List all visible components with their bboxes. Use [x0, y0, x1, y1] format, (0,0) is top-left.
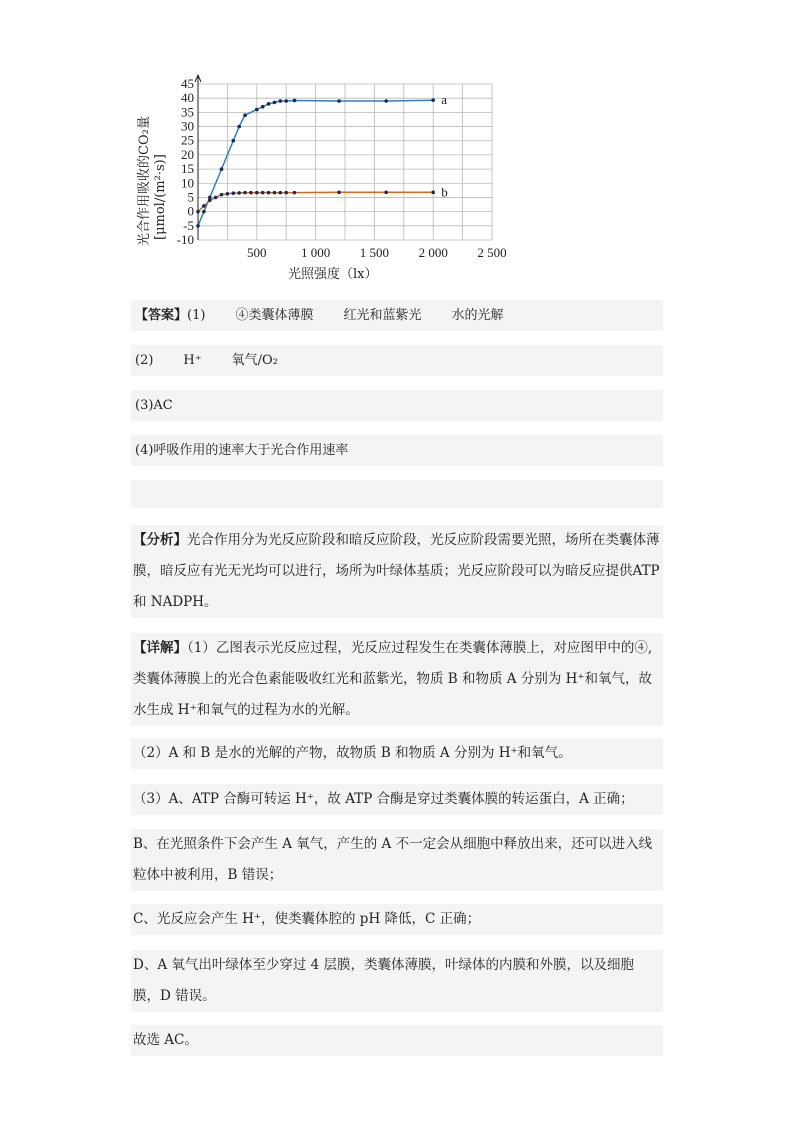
y-tick-label: 15 — [181, 161, 194, 177]
detail-paragraph-2 — [131, 738, 663, 769]
chart-svg — [128, 70, 528, 290]
data-point-b — [208, 198, 212, 202]
analysis-label: 【分析】 — [133, 532, 187, 548]
x-tick-label: 2 000 — [418, 245, 448, 260]
detail-label: 【详解】 — [133, 640, 187, 656]
x-tick-label: 1 000 — [300, 245, 331, 260]
answer-section — [131, 300, 663, 508]
x-axis-title: 光照强度（lx） — [288, 267, 378, 282]
data-point-a — [261, 105, 265, 109]
y-tick-label: -5 — [183, 217, 194, 233]
detail-p5: C、光反应会产生 H⁺，使类囊体腔的 pH 降低，C 正确； — [133, 911, 481, 927]
data-point-a — [384, 99, 388, 103]
answer-label: 【答案】 — [135, 308, 188, 323]
detail-p7: 故选 AC。 — [133, 1032, 198, 1048]
detail-paragraph-3 — [131, 784, 663, 815]
data-point-a — [267, 102, 271, 106]
detail-p1: （1）乙图表示光反应过程，光反应过程发生在类囊体薄膜上，对应图甲中的④,类囊体薄膜上的光合色素能吸收红光和蓝紫光，物质 B 和物质 A 分别为 H⁺和氧气，故水生成 H⁺和氧气的过程为水的光解。 — [133, 640, 653, 718]
data-point-b — [226, 192, 230, 196]
data-point-a — [255, 108, 259, 112]
y-tick-label: 20 — [181, 146, 194, 162]
answer-q4: (4)呼吸作用的速率大于光合作用速率 — [135, 443, 349, 458]
answer-q1-b: 红光和蓝紫光 — [343, 308, 422, 323]
y-tick-label: 0 — [187, 203, 194, 219]
answer-q2-b: 氧气/O₂ — [231, 353, 278, 368]
data-point-a — [202, 210, 206, 214]
x-tick-label: 500 — [247, 245, 267, 260]
data-point-b — [431, 191, 435, 195]
x-tick-label: 1 500 — [359, 245, 390, 260]
answer-q1-c: 水的光解 — [451, 308, 504, 323]
data-point-a — [220, 167, 224, 171]
y-tick-label: 5 — [187, 189, 194, 205]
y-tick-label: 25 — [181, 132, 194, 148]
detail-p6: D、A 氧气出叶绿体至少穿过 4 层膜，类囊体薄膜，叶绿体的内膜和外膜，以及细胞膜，D 错误。 — [133, 957, 635, 1004]
answer-row-2 — [131, 345, 663, 376]
series-label-a: a — [441, 92, 447, 108]
light-intensity-chart — [128, 70, 528, 290]
detail-p2: （2）A 和 B 是水的光解的产物，故物质 B 和物质 A 分别为 H⁺和氧气。 — [133, 745, 572, 761]
data-point-a — [237, 125, 241, 129]
answer-row-4 — [131, 435, 663, 466]
answer-q2-number: (2) — [135, 353, 154, 368]
data-point-b — [214, 196, 218, 200]
analysis-text: 光合作用分为光反应阶段和暗反应阶段，光反应阶段需要光照，场所在类囊体薄膜，暗反应有光无光均可以进行，场所为叶绿体基质；光反应阶段可以为暗反应提供ATP 和 NADPH。 — [133, 532, 660, 610]
y-axis-title-line2: [μmol/(m²·s)] — [153, 154, 168, 240]
answer-row-3 — [131, 390, 663, 421]
data-point-b — [337, 191, 341, 195]
data-point-b — [243, 191, 247, 195]
data-point-b — [267, 191, 271, 195]
data-point-b — [249, 191, 253, 195]
data-point-b — [202, 204, 206, 208]
detail-paragraph-6 — [131, 950, 663, 1012]
answer-row-1 — [131, 300, 663, 331]
y-tick-label: 35 — [181, 104, 194, 120]
y-tick-label: 30 — [181, 118, 194, 134]
data-point-b — [261, 191, 265, 195]
data-point-b — [273, 191, 277, 195]
data-point-a — [273, 101, 277, 105]
data-point-a — [243, 113, 247, 117]
data-point-b — [293, 191, 297, 195]
detail-paragraph-7 — [131, 1025, 663, 1056]
analysis-paragraph — [131, 525, 663, 618]
data-point-a — [279, 99, 283, 103]
detail-p4: B、在光照条件下会产生 A 氧气，产生的 A 不一定会从细胞中释放出来，还可以进入线粒体中被利用，B 错误； — [133, 836, 653, 883]
answer-q1-a: ④类囊体薄膜 — [235, 308, 314, 323]
detail-paragraph-5 — [131, 904, 663, 935]
y-tick-label: 10 — [181, 175, 194, 191]
detail-paragraph-4 — [131, 829, 663, 891]
data-point-b — [231, 191, 235, 195]
data-point-a — [284, 99, 288, 103]
data-point-a — [293, 99, 297, 103]
data-point-b — [196, 210, 200, 214]
data-point-a — [337, 99, 341, 103]
y-tick-label: -10 — [176, 232, 194, 247]
answer-q3: (3)AC — [135, 398, 173, 413]
answer-blank-row — [131, 480, 663, 508]
data-point-b — [279, 191, 283, 195]
x-tick-label: 2 500 — [477, 245, 507, 260]
data-point-a — [231, 139, 235, 143]
data-point-b — [384, 191, 388, 195]
series-label-b: b — [441, 184, 448, 200]
detail-p3: （3）A、ATP 合酶可转运 H⁺，故 ATP 合酶是穿过类囊体膜的转运蛋白，A 正确； — [133, 791, 634, 807]
data-point-a — [431, 98, 435, 102]
data-point-b — [284, 191, 288, 195]
answer-q2-a: H⁺ — [183, 353, 202, 368]
detail-paragraph-1 — [131, 633, 663, 726]
answer-q1-number: (1) — [187, 308, 206, 323]
y-tick-label: 40 — [181, 90, 194, 106]
data-point-a — [196, 224, 200, 228]
data-point-b — [220, 193, 224, 197]
data-point-b — [237, 191, 241, 195]
y-axis-title-line1: 光合作用吸收的CO₂量 — [137, 116, 152, 246]
y-tick-label: 45 — [181, 76, 194, 91]
data-point-b — [255, 191, 259, 195]
